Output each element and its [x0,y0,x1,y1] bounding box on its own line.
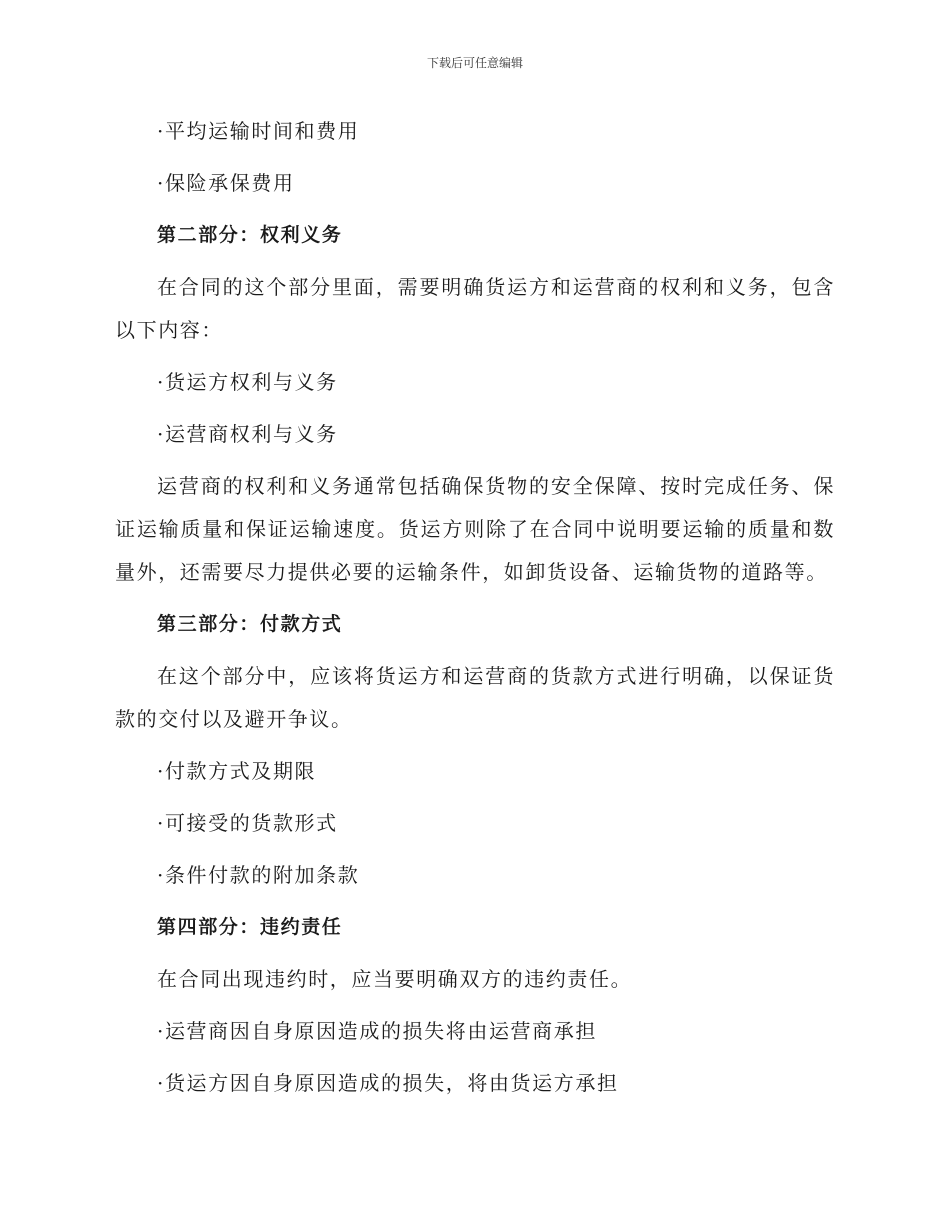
bullet-item: ·付款方式及期限 [157,759,317,783]
page-header: 下载后可任意编辑 [426,56,523,70]
document-body [115,110,835,1114]
bullet-item: ·保险承保费用 [157,171,295,195]
bullet-item: ·平均运输时间和费用 [157,119,360,143]
bullet-item: ·货运方因自身原因造成的损失，将由货运方承担 [157,1071,619,1095]
section-heading: 第三部分：付款方式 [157,613,343,635]
section-heading: 第四部分：违约责任 [157,916,343,938]
paragraph: 在这个部分中，应该将货运方和运营商的货款方式进行明确，以保证货款的交付以及避开争议。 [115,664,835,731]
bullet-item: ·可接受的货款形式 [157,811,338,835]
section-heading: 第二部分：权利义务 [157,224,343,246]
paragraph: 运营商的权利和义务通常包括确保货物的安全保障、按时完成任务、保证运输质量和保证运输速度。货运方则除了在合同中说明要运输的质量和数量外，还需要尽力提供必要的运输条件，如卸货设备、运输货物的道路等。 [115,474,835,584]
paragraph: 在合同的这个部分里面，需要明确货运方和运营商的权利和义务，包含以下内容： [115,275,835,342]
bullet-item: ·条件付款的附加条款 [157,863,360,887]
bullet-item: ·运营商权利与义务 [157,422,338,446]
bullet-item: ·运营商因自身原因造成的损失将由运营商承担 [157,1019,597,1043]
bullet-item: ·货运方权利与义务 [157,370,338,394]
paragraph: 在合同出现违约时，应当要明确双方的违约责任。 [157,967,633,991]
